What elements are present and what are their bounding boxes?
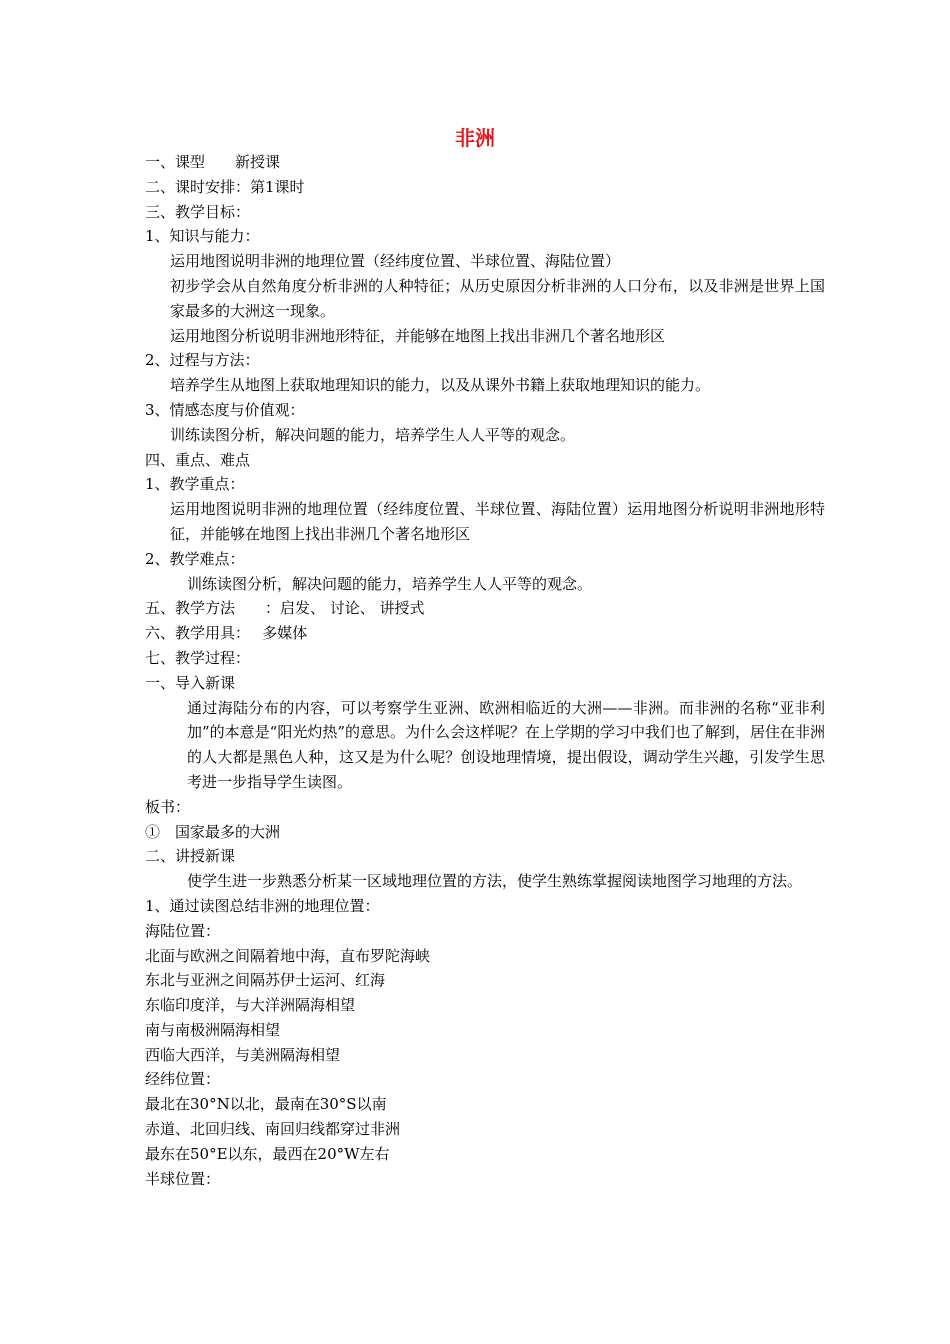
text-line: 海陆位置：: [145, 921, 221, 940]
text-line: 3、情感态度与价值观：: [145, 400, 305, 419]
document-body: [145, 150, 825, 1191]
text-line: 二、讲授新课: [145, 847, 236, 866]
text-line: 板书：: [145, 797, 191, 816]
text-line: 东临印度洋，与大洋洲隔海相望: [145, 996, 356, 1015]
text-line: 四、重点、难点: [145, 450, 251, 469]
text-line: 最北在30°N以北，最南在30°S以南: [145, 1095, 387, 1114]
text-line: 培养学生从地图上获取地理知识的能力，以及从课外书籍上获取地理知识的能力。: [170, 376, 711, 395]
text-line: 北面与欧洲之间隔着地中海，直布罗陀海峡: [145, 946, 431, 965]
text-line: 1、通过读图总结非洲的地理位置：: [145, 896, 380, 915]
text-line: 三、教学目标：: [145, 202, 251, 221]
text-line: 西临大西洋，与美洲隔海相望: [145, 1045, 341, 1064]
text-line: 六、教学用具： 多媒体: [145, 624, 308, 643]
text-line: 运用地图说明非洲的地理位置（经纬度位置、半球位置、海陆位置）: [170, 252, 621, 271]
text-line: 一、导入新课: [145, 673, 236, 692]
text-line: 经纬位置：: [145, 1070, 221, 1089]
text-paragraph: 初步学会从自然角度分析非洲的人种特征；从历史原因分析非洲的人口分布，以及非洲是世界上国家最多的大洲这一现象。: [170, 276, 825, 320]
text-paragraph: 运用地图说明非洲的地理位置（经纬度位置、半球位置、海陆位置）运用地图分析说明非洲地形特征，并能够在地图上找出非洲几个著名地形区: [170, 500, 825, 543]
text-line: 1、教学重点：: [145, 475, 245, 494]
text-line: 1、知识与能力：: [145, 227, 260, 246]
text-line: 运用地图分析说明非洲地形特征，并能够在地图上找出非洲几个著名地形区: [170, 326, 666, 345]
text-line: 一、课型 新授课: [145, 153, 281, 171]
document-title: 非洲: [455, 126, 495, 150]
text-line: 二、课时安排：第1课时: [145, 177, 305, 196]
text-line: 训练读图分析，解决问题的能力，培养学生人人平等的观念。: [187, 574, 593, 593]
text-paragraph: 通过海陆分布的内容，可以考察学生亚洲、欧洲相临近的大洲——非洲。而非洲的名称“亚非利加”的本意是“阳光灼热”的意思。为什么会这样呢？在上学期的学习中我们也了解到，居住在非洲的人大都是黑色人种，这又是为什么呢？创设地理情境，提出假设，调动学生兴趣，引发学生思考进一步指导学生读图。: [187, 698, 826, 791]
text-line: 五、教学方法 ：启发、 讨论、 讲授式: [145, 599, 425, 618]
text-line: 赤道、北回归线、南回归线都穿过非洲: [145, 1120, 401, 1139]
text-line: ① 国家最多的大洲: [145, 822, 281, 841]
text-line: 东北与亚洲之间隔苏伊士运河、红海: [145, 971, 386, 990]
text-line: 2、过程与方法：: [145, 351, 260, 370]
text-line: 最东在50°E以东，最西在20°W左右: [145, 1144, 390, 1163]
text-line: 2、教学难点：: [145, 549, 245, 568]
text-line: 半球位置：: [145, 1169, 221, 1188]
text-line: 南与南极洲隔海相望: [145, 1020, 281, 1039]
text-line: 训练读图分析，解决问题的能力，培养学生人人平等的观念。: [170, 425, 576, 444]
text-paragraph: 使学生进一步熟悉分析某一区域地理位置的方法，使学生熟练掌握阅读地图学习地理的方法。: [187, 872, 803, 891]
text-line: 七、教学过程：: [145, 648, 251, 667]
